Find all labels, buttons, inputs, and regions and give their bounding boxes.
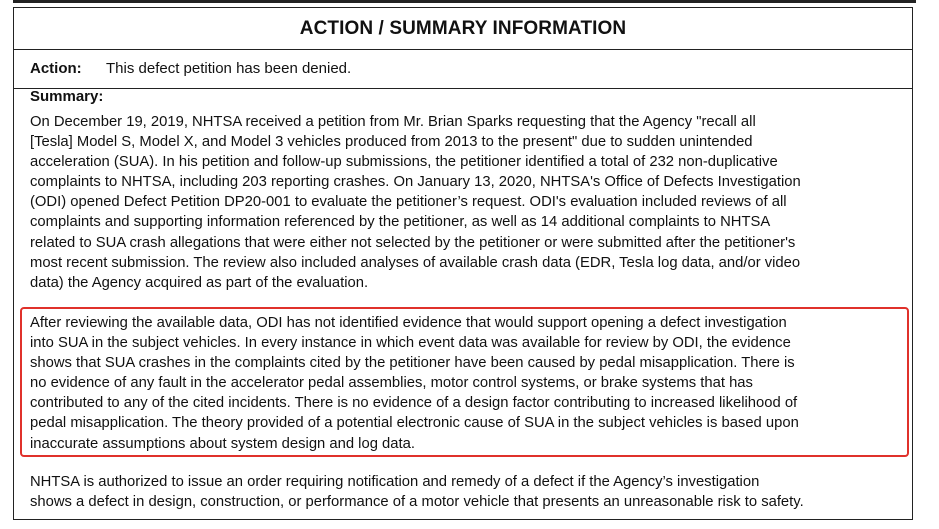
paragraph-line: into SUA in the subject vehicles. In every instance in which event data was available for review by ODI, the evidence [30, 335, 791, 352]
paragraph-line: [Tesla] Model S, Model X, and Model 3 vehicles produced from 2013 to the present" due to sudden unintended [30, 134, 753, 151]
paragraph-line: complaints to NHTSA, including 203 reporting crashes. On January 13, 2020, NHTSA's Office of Defects Investigation [30, 174, 801, 191]
action-row [14, 49, 912, 89]
action-text: This defect petition has been denied. [106, 60, 352, 77]
paragraph-line: After reviewing the available data, ODI has not identified evidence that would support opening a defect investigation [30, 315, 787, 331]
paragraph-line: data) the Agency acquired as part of the evaluation. [30, 274, 369, 291]
paragraph-line: pedal misapplication. The theory provided of a potential electronic cause of SUA in the subject vehicles is based upon [30, 415, 799, 432]
paragraph-line: contributed to any of the cited incidents. There is no evidence of a design factor contributing to increased likelihood of [30, 395, 798, 412]
paragraph-line: complaints and supporting information referenced by the petitioner, as well as 14 additional complaints to NHTSA [30, 214, 771, 231]
paragraph-line: (ODI) opened Defect Petition DP20-001 to evaluate the petitioner’s request. ODI's evaluation included reviews of all [30, 194, 787, 211]
summary-label: Summary: [30, 88, 104, 105]
summary-paragraph-2-highlighted [30, 313, 799, 454]
paragraph-line: On December 19, 2019, NHTSA received a petition from Mr. Brian Sparks requesting that the Agency "recall all [30, 114, 756, 130]
paragraph-line: shows that SUA crashes in the complaints cited by the petitioner have been caused by pedal misapplication. There is [30, 355, 795, 372]
paragraph-line: related to SUA crash allegations that were either not selected by the petitioner or were submitted after the petitioner's [30, 234, 796, 251]
summary-paragraph-1 [30, 112, 801, 293]
action-label: Action: [30, 60, 82, 77]
summary-paragraph-3 [30, 472, 804, 512]
paragraph-line: most recent submission. The review also included analyses of available crash data (EDR, Tesla log data, and/or video [30, 254, 801, 271]
paragraph-line: shows a defect in design, construction, or performance of a motor vehicle that presents an unreasonable risk to safety. [30, 494, 804, 511]
paragraph-line: NHTSA is authorized to issue an order requiring notification and remedy of a defect if the Agency’s investigation [30, 474, 760, 490]
paragraph-line: no evidence of any fault in the accelerator pedal assemblies, motor control systems, or brake systems that has [30, 375, 753, 392]
top-rule [13, 0, 916, 3]
section-title: ACTION / SUMMARY INFORMATION [14, 8, 912, 50]
paragraph-line: inaccurate assumptions about system design and log data. [30, 435, 415, 452]
paragraph-line: acceleration (SUA). In his petition and follow-up submissions, the petitioner identified a total of 232 non-duplicative [30, 154, 778, 171]
